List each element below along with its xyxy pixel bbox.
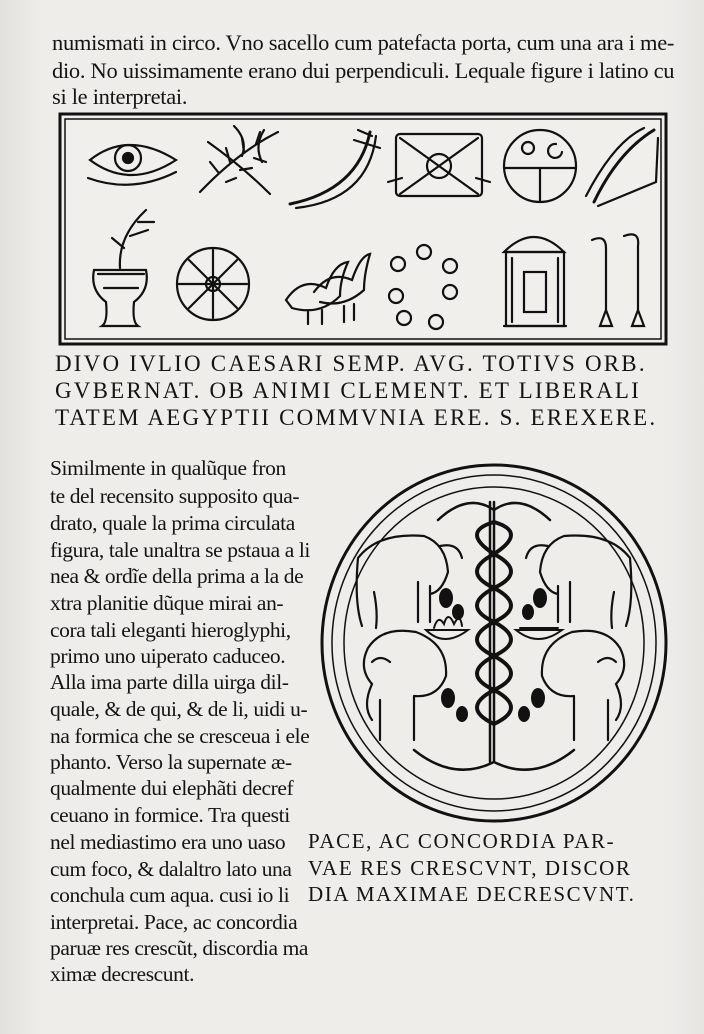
top-text-line-1: numismati in circo. Vno sacello cum patefacta porta, cum una ara i me-	[52, 30, 675, 55]
left-column-line-9: Alla ima parte dilla uirga dil-	[50, 670, 289, 694]
bottom-right-caps-line-3: DIA MAXIMAE DECRESCVNT.	[308, 882, 636, 906]
bottom-left-line-4: interpretai. Pace, ac concordia	[50, 910, 298, 934]
caduceus-medallion-woodcut	[318, 462, 670, 824]
elephant-bottom-right-glyph	[542, 631, 624, 740]
top-text-line-2: dio. No uissimamente erano dui perpendiculi. Lequale figure i latino cu	[52, 58, 675, 83]
inscription-line-3: TATEM AEGYPTII COMMVNIA ERE. S. EREXERE.	[55, 405, 658, 430]
left-column-line-6: xtra planitie dũque mirai an-	[50, 591, 284, 615]
water-shell-glyph	[516, 628, 562, 639]
left-column-line-5: nea & ordĩe della prima a la de	[50, 564, 304, 588]
inscription-line-1: DIVO IVLIO CAESARI SEMP. AVG. TOTIVS ORB.	[55, 351, 647, 376]
left-column-line-3: drato, quale la prima circulata	[50, 511, 295, 535]
bottom-left-line-1: nel mediastimo era uno uaso	[50, 830, 286, 854]
left-column-line-14: ceuano in formice. Tra questi	[50, 803, 290, 827]
left-column-line-7: cora tali eleganti hieroglyphi,	[50, 618, 291, 642]
bottom-right-caps-line-1: PACE, AC CONCORDIA PAR-	[308, 829, 616, 853]
left-column-line-1: Similmente in qualũque fron	[50, 456, 286, 480]
bottom-left-line-6: ximæ decrescunt.	[50, 962, 195, 986]
bottom-left-line-2: cum foco, & dalaltro lato una	[50, 857, 292, 881]
left-column-line-12: phanto. Verso la supernate æ-	[50, 750, 292, 774]
bottom-left-line-5: paruæ res crescũt, discordia ma	[50, 936, 309, 960]
bottom-left-line-3: conchula cum aqua. cusi io li	[50, 883, 290, 907]
left-column-line-11: na formica che se cresceua i ele	[50, 724, 310, 748]
elephant-bottom-left-glyph	[364, 631, 446, 740]
left-column-line-8: primo uno uiperato caduceo.	[50, 644, 286, 668]
top-text-line-3: si le interpretai.	[52, 84, 188, 109]
bottom-right-caps-line-2: VAE RES CRESCVNT, DISCOR	[308, 856, 632, 880]
left-column-line-10: quale, & de qui, & de li, uidi u-	[50, 697, 308, 721]
left-column-line-13: qualmente dui elephãti decref	[50, 776, 294, 800]
left-column-line-4: figura, tale unaltra se pstaua a li	[50, 538, 311, 562]
inscription-line-2: GVBERNAT. OB ANIMI CLEMENT. ET LIBERALI	[55, 378, 642, 403]
elephant-top-right-glyph	[526, 535, 631, 628]
fire-vase-glyph	[426, 617, 468, 639]
elephant-top-left-glyph	[357, 535, 462, 628]
wheel-glyph	[177, 248, 249, 320]
hieroglyph-frieze-woodcut	[58, 112, 668, 346]
left-column-line-2: te del recensito supposito qua-	[50, 484, 300, 508]
